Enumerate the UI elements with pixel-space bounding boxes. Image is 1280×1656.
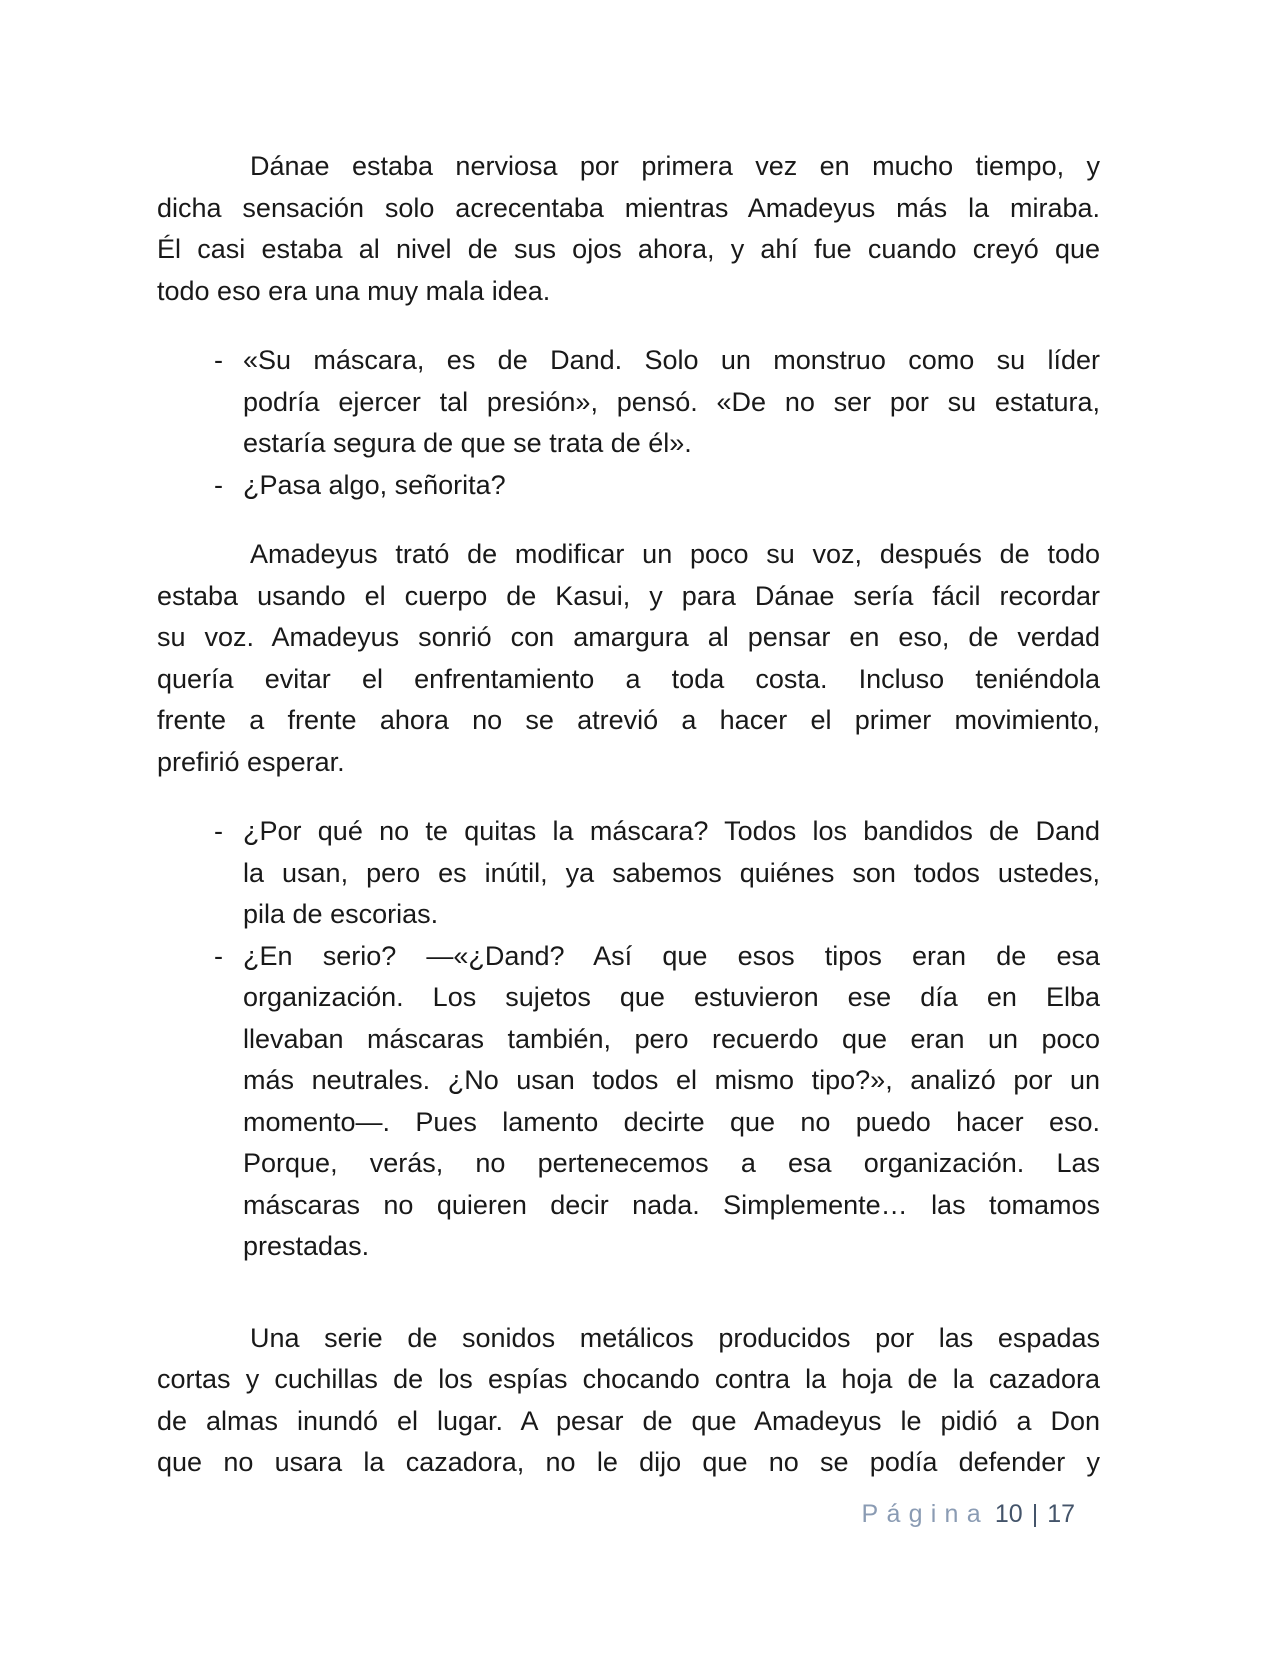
text-line: su voz. Amadeyus sonrió con amargura al pensar en eso, de verdad xyxy=(157,622,1100,652)
text-line: máscaras no quieren decir nada. Simplemente… las tomamos xyxy=(243,1189,1100,1220)
text-line: Amadeyus trató de modificar un poco su voz, después de todo xyxy=(250,539,1100,569)
text-line: Porque, verás, no pertenecemos a esa organización. Las xyxy=(243,1148,1100,1178)
text-line: organización. Los sujetos que estuvieron ese día en Elba xyxy=(243,982,1100,1012)
text-line: estaría segura de que se trata de él». xyxy=(243,428,692,458)
text-line: cortas y cuchillas de los espías chocando contra la hoja de la cazadora xyxy=(157,1364,1100,1394)
text-line: quería evitar el enfrentamiento a toda costa. Incluso teniéndola xyxy=(157,663,1100,694)
bullet-item xyxy=(157,340,1100,465)
text-line: podría ejercer tal presión», pensó. «De no ser por su estatura, xyxy=(243,386,1100,417)
text-line: Una serie de sonidos metálicos producidos por las espadas xyxy=(250,1322,1100,1353)
bullet-dash-marker: - xyxy=(214,816,223,846)
text-line: «Su máscara, es de Dand. Solo un monstruo como su líder xyxy=(243,345,1100,375)
text-line: más neutrales. ¿No usan todos el mismo tipo?», analizó por un xyxy=(243,1065,1100,1095)
paragraph xyxy=(157,146,1100,312)
text-line: ¿Pasa algo, señorita? xyxy=(243,469,506,500)
text-line: pila de escorias. xyxy=(243,899,439,929)
footer-total-pages: 17 xyxy=(1047,1500,1075,1528)
footer-current-page: 10 xyxy=(994,1500,1023,1528)
text-line: estaba usando el cuerpo de Kasui, y para Dánae sería fácil recordar xyxy=(157,580,1100,611)
bullet-item xyxy=(157,811,1100,936)
page-footer xyxy=(157,1497,1100,1531)
text-line: de almas inundó el lugar. A pesar de que Amadeyus le pidió a Don xyxy=(157,1405,1100,1436)
paragraph xyxy=(157,534,1100,783)
text-line: prefirió esperar. xyxy=(157,746,345,777)
text-line: que no usara la cazadora, no le dijo que no se podía defender y xyxy=(157,1447,1100,1477)
page-content xyxy=(157,146,1100,1484)
text-line: prestadas. xyxy=(243,1231,370,1261)
footer-page-separator: | xyxy=(1031,1500,1039,1528)
footer-page-label: Página xyxy=(861,1500,989,1528)
bullet-dash-marker: - xyxy=(214,469,223,500)
text-line: la usan, pero es inútil, ya sabemos quiénes son todos ustedes, xyxy=(243,857,1100,888)
bullet-item xyxy=(157,465,1100,507)
text-line: Él casi estaba al nivel de sus ojos ahora, y ahí fue cuando creyó que xyxy=(157,234,1100,264)
text-line: todo eso era una muy mala idea. xyxy=(157,275,551,306)
text-line: Dánae estaba nerviosa por primera vez en mucho tiempo, y xyxy=(250,151,1100,181)
bullet-dash-marker: - xyxy=(214,940,223,971)
text-line: ¿Por qué no te quitas la máscara? Todos los bandidos de Dand xyxy=(243,816,1100,846)
text-line: frente a frente ahora no se atrevió a hacer el primer movimiento, xyxy=(157,705,1100,735)
text-line: llevaban máscaras también, pero recuerdo que eran un poco xyxy=(243,1023,1100,1054)
text-line: ¿En serio? —«¿Dand? Así que esos tipos eran de esa xyxy=(243,940,1100,971)
paragraph xyxy=(157,1318,1100,1484)
bullet-item xyxy=(157,936,1100,1268)
text-line: momento—. Pues lamento decirte que no puedo hacer eso. xyxy=(243,1106,1100,1137)
text-line: dicha sensación solo acrecentaba mientras Amadeyus más la miraba. xyxy=(157,192,1100,223)
bullet-dash-marker: - xyxy=(214,345,223,375)
